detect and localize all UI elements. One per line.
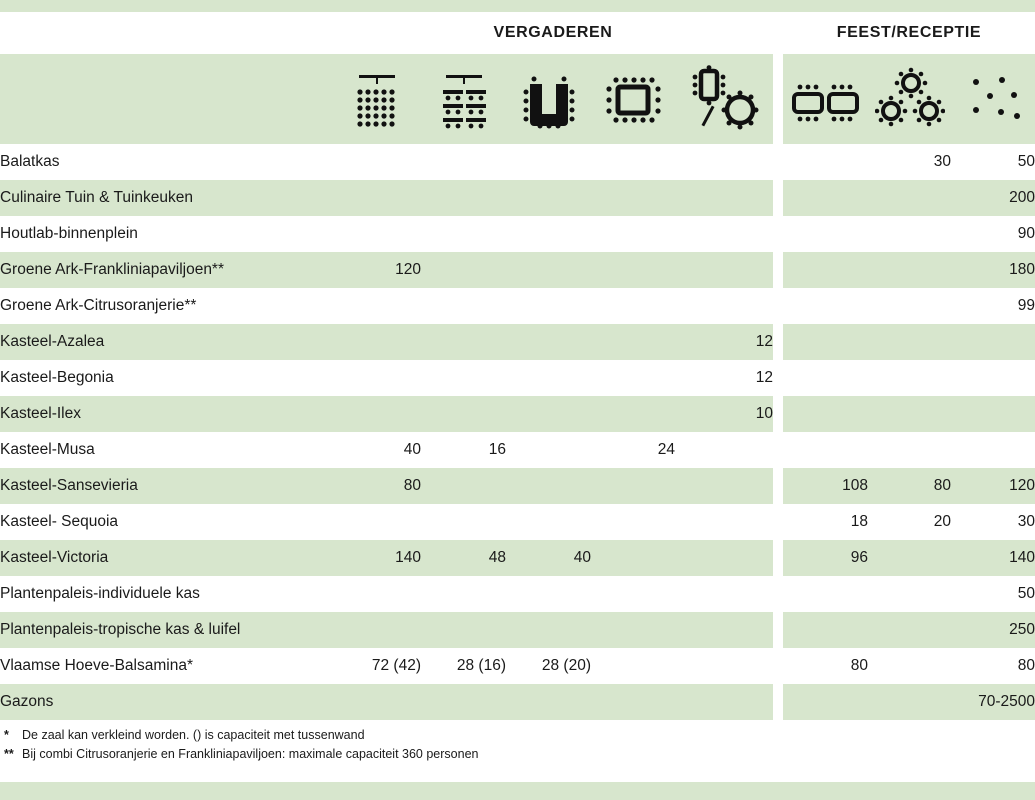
table-row xyxy=(0,612,1035,648)
table-row xyxy=(0,684,1035,720)
capacity-cell-f3: 250 xyxy=(951,612,1035,648)
capacity-cell-f1 xyxy=(783,396,868,432)
capacity-cell-f1 xyxy=(783,252,868,288)
capacity-cell-f3 xyxy=(951,432,1035,468)
room-name-cell: Kasteel-Begonia xyxy=(0,360,333,396)
column-gap-cell xyxy=(773,324,783,360)
capacity-cell-v1 xyxy=(333,504,421,540)
footnote-2 xyxy=(4,745,1035,764)
capacity-cell-f3 xyxy=(951,396,1035,432)
room-name-cell: Kasteel-Azalea xyxy=(0,324,333,360)
column-gap-cell xyxy=(773,180,783,216)
icon-cell-reception xyxy=(951,54,1035,144)
footnote-2-mark: ** xyxy=(4,747,14,762)
capacity-cell-f3: 140 xyxy=(951,540,1035,576)
capacity-cell-f1 xyxy=(783,180,868,216)
room-name-cell: Houtlab-binnenplein xyxy=(0,216,333,252)
capacity-cell-v5: 12 xyxy=(675,360,773,396)
capacity-cell-v5 xyxy=(675,216,773,252)
capacity-cell-f3: 120 xyxy=(951,468,1035,504)
capacity-cell-f2 xyxy=(868,432,951,468)
capacity-cell-v2 xyxy=(421,144,506,180)
capacity-cell-f3 xyxy=(951,360,1035,396)
table-row xyxy=(0,576,1035,612)
group-header-row xyxy=(0,12,1035,54)
capacity-cell-v1: 40 xyxy=(333,432,421,468)
capacity-cell-v3 xyxy=(506,324,591,360)
column-gap-cell xyxy=(773,360,783,396)
capacity-cell-f1: 80 xyxy=(783,648,868,684)
table-row xyxy=(0,288,1035,324)
capacity-cell-v3: 28 (20) xyxy=(506,648,591,684)
capacity-cell-v3 xyxy=(506,432,591,468)
room-name-cell: Kasteel-Sansevieria xyxy=(0,468,333,504)
capacity-cell-v1: 140 xyxy=(333,540,421,576)
capacity-cell-v5 xyxy=(675,180,773,216)
capacity-cell-v2 xyxy=(421,576,506,612)
capacity-cell-v5 xyxy=(675,612,773,648)
capacity-cell-f3: 50 xyxy=(951,144,1035,180)
capacity-cell-f2: 80 xyxy=(868,468,951,504)
room-name-cell: Balatkas xyxy=(0,144,333,180)
capacity-cell-v3 xyxy=(506,360,591,396)
capacity-cell-f2 xyxy=(868,612,951,648)
room-name-cell: Culinaire Tuin & Tuinkeuken xyxy=(0,180,333,216)
column-gap-cell xyxy=(773,504,783,540)
capacity-cell-f2 xyxy=(868,324,951,360)
group-header-gap xyxy=(773,12,783,54)
capacity-cell-v3 xyxy=(506,504,591,540)
capacity-cell-v4 xyxy=(591,144,675,180)
capacity-cell-v4 xyxy=(591,324,675,360)
cabaret-setup-icon xyxy=(675,54,773,144)
room-name-cell: Kasteel-Ilex xyxy=(0,396,333,432)
theater-setup-icon xyxy=(333,54,421,144)
capacity-cell-v2 xyxy=(421,252,506,288)
capacity-cell-v1: 72 (42) xyxy=(333,648,421,684)
banquet-round-tables-icon xyxy=(868,54,951,144)
capacity-cell-f2 xyxy=(868,216,951,252)
capacity-cell-v1 xyxy=(333,180,421,216)
capacity-cell-v4 xyxy=(591,504,675,540)
capacity-cell-v1 xyxy=(333,324,421,360)
capacity-cell-f3: 70-2500 xyxy=(951,684,1035,720)
capacity-cell-f2: 30 xyxy=(868,144,951,180)
reception-standing-icon xyxy=(951,54,1035,144)
capacity-cell-f2 xyxy=(868,288,951,324)
footnote-1-text: De zaal kan verkleind worden. () is capaciteit met tussenwand xyxy=(22,728,365,742)
capacity-cell-v2: 48 xyxy=(421,540,506,576)
column-gap-cell xyxy=(773,432,783,468)
capacity-cell-f3: 30 xyxy=(951,504,1035,540)
capacity-cell-v2 xyxy=(421,180,506,216)
capacity-cell-v1: 80 xyxy=(333,468,421,504)
icon-cell-banquet-round xyxy=(868,54,951,144)
column-gap-cell xyxy=(773,216,783,252)
icon-header-name-cell xyxy=(0,54,333,144)
capacity-cell-v2 xyxy=(421,468,506,504)
capacity-cell-v4 xyxy=(591,180,675,216)
capacity-cell-v5 xyxy=(675,288,773,324)
capacity-cell-v1 xyxy=(333,684,421,720)
capacity-cell-f2 xyxy=(868,360,951,396)
table-row xyxy=(0,540,1035,576)
capacity-cell-v4 xyxy=(591,684,675,720)
capacity-cell-f3: 90 xyxy=(951,216,1035,252)
capacity-cell-v4: 24 xyxy=(591,432,675,468)
capacity-cell-v1 xyxy=(333,612,421,648)
capacity-cell-v4 xyxy=(591,360,675,396)
capacity-cell-v3 xyxy=(506,576,591,612)
capacity-cell-v3 xyxy=(506,180,591,216)
capacity-cell-v1: 120 xyxy=(333,252,421,288)
column-gap-cell xyxy=(773,252,783,288)
capacity-cell-v1 xyxy=(333,288,421,324)
capacity-cell-v3 xyxy=(506,468,591,504)
capacity-cell-v4 xyxy=(591,648,675,684)
room-name-cell: Groene Ark-Citrusoranjerie** xyxy=(0,288,333,324)
column-gap-cell xyxy=(773,684,783,720)
table-row xyxy=(0,144,1035,180)
footnotes xyxy=(0,720,1035,765)
table-row xyxy=(0,396,1035,432)
table-row xyxy=(0,216,1035,252)
column-gap-cell xyxy=(773,144,783,180)
table-row xyxy=(0,468,1035,504)
capacity-cell-v2 xyxy=(421,216,506,252)
room-name-cell: Plantenpaleis-individuele kas xyxy=(0,576,333,612)
column-gap-cell xyxy=(773,468,783,504)
capacity-cell-f2 xyxy=(868,180,951,216)
u-shape-setup-icon xyxy=(506,54,591,144)
capacity-cell-f1 xyxy=(783,612,868,648)
icon-cell-ushape xyxy=(506,54,591,144)
room-name-cell: Gazons xyxy=(0,684,333,720)
capacity-cell-v4 xyxy=(591,288,675,324)
capacity-cell-f1: 108 xyxy=(783,468,868,504)
table-row xyxy=(0,324,1035,360)
room-name-cell: Kasteel-Musa xyxy=(0,432,333,468)
capacity-cell-v2 xyxy=(421,360,506,396)
icon-cell-theater xyxy=(333,54,421,144)
boardroom-setup-icon xyxy=(591,54,675,144)
capacity-cell-f3: 99 xyxy=(951,288,1035,324)
capacity-cell-v1 xyxy=(333,144,421,180)
capacity-cell-f2 xyxy=(868,396,951,432)
capacity-cell-f2: 20 xyxy=(868,504,951,540)
capacity-cell-v3: 40 xyxy=(506,540,591,576)
room-name-cell: Kasteel- Sequoia xyxy=(0,504,333,540)
capacity-cell-v2 xyxy=(421,612,506,648)
column-gap-cell xyxy=(773,540,783,576)
table-row xyxy=(0,252,1035,288)
table-row xyxy=(0,360,1035,396)
capacity-table xyxy=(0,12,1035,720)
capacity-cell-v3 xyxy=(506,252,591,288)
column-gap-cell xyxy=(773,576,783,612)
capacity-cell-f1 xyxy=(783,288,868,324)
capacity-cell-v1 xyxy=(333,396,421,432)
icon-cell-banquet-long xyxy=(783,54,868,144)
capacity-cell-v5 xyxy=(675,504,773,540)
capacity-cell-f1 xyxy=(783,216,868,252)
column-gap-cell xyxy=(773,612,783,648)
capacity-cell-f1 xyxy=(783,684,868,720)
top-color-band xyxy=(0,0,1035,12)
capacity-cell-v3 xyxy=(506,684,591,720)
footnote-2-text: Bij combi Citrusoranjerie en Frankliniapaviljoen: maximale capaciteit 360 personen xyxy=(22,747,479,762)
capacity-cell-v4 xyxy=(591,468,675,504)
capacity-cell-f2 xyxy=(868,648,951,684)
capacity-cell-v4 xyxy=(591,252,675,288)
capacity-cell-v5 xyxy=(675,468,773,504)
capacity-cell-f1 xyxy=(783,324,868,360)
capacity-cell-v1 xyxy=(333,576,421,612)
room-name-cell: Vlaamse Hoeve-Balsamina* xyxy=(0,648,333,684)
footnote-1-mark: * xyxy=(4,728,9,742)
capacity-cell-v1 xyxy=(333,216,421,252)
capacity-cell-v3 xyxy=(506,216,591,252)
capacity-cell-f1: 96 xyxy=(783,540,868,576)
capacity-cell-f1 xyxy=(783,360,868,396)
capacity-cell-v4 xyxy=(591,216,675,252)
capacity-cell-v1 xyxy=(333,360,421,396)
capacity-cell-v2: 28 (16) xyxy=(421,648,506,684)
capacity-cell-v3 xyxy=(506,396,591,432)
capacity-cell-f2 xyxy=(868,252,951,288)
capacity-cell-v5 xyxy=(675,576,773,612)
capacity-cell-v2 xyxy=(421,288,506,324)
capacity-cell-v4 xyxy=(591,396,675,432)
capacity-cell-f3: 180 xyxy=(951,252,1035,288)
capacity-cell-v5 xyxy=(675,648,773,684)
icon-cell-classroom xyxy=(421,54,506,144)
group-header-vergaderen: VERGADEREN xyxy=(333,12,773,54)
capacity-cell-f3: 50 xyxy=(951,576,1035,612)
table-row xyxy=(0,648,1035,684)
capacity-cell-v2 xyxy=(421,324,506,360)
icon-cell-boardroom xyxy=(591,54,675,144)
capacity-cell-v5 xyxy=(675,540,773,576)
table-row xyxy=(0,432,1035,468)
capacity-cell-f2 xyxy=(868,684,951,720)
column-gap-cell xyxy=(773,288,783,324)
capacity-cell-v2 xyxy=(421,396,506,432)
footnote-1 xyxy=(4,726,1035,745)
table-row xyxy=(0,180,1035,216)
capacity-cell-v3 xyxy=(506,288,591,324)
capacity-cell-f1 xyxy=(783,432,868,468)
capacity-cell-v4 xyxy=(591,612,675,648)
capacity-cell-f1 xyxy=(783,144,868,180)
banquet-long-tables-icon xyxy=(783,54,868,144)
capacity-cell-f2 xyxy=(868,576,951,612)
capacity-cell-v5: 10 xyxy=(675,396,773,432)
icon-header-gap xyxy=(773,54,783,144)
capacity-cell-v2: 16 xyxy=(421,432,506,468)
capacity-cell-v2 xyxy=(421,504,506,540)
capacity-cell-v3 xyxy=(506,612,591,648)
icon-header-row xyxy=(0,54,1035,144)
capacity-cell-v5 xyxy=(675,144,773,180)
group-header-feest: FEEST/RECEPTIE xyxy=(783,12,1035,54)
classroom-setup-icon xyxy=(421,54,506,144)
capacity-cell-f3: 200 xyxy=(951,180,1035,216)
bottom-color-band xyxy=(0,782,1035,800)
capacity-cell-f3 xyxy=(951,324,1035,360)
capacity-cell-v4 xyxy=(591,540,675,576)
column-gap-cell xyxy=(773,648,783,684)
capacity-cell-f1 xyxy=(783,576,868,612)
capacity-cell-v4 xyxy=(591,576,675,612)
capacity-cell-v5 xyxy=(675,684,773,720)
column-gap-cell xyxy=(773,396,783,432)
room-name-cell: Plantenpaleis-tropische kas & luifel xyxy=(0,612,333,648)
capacity-cell-v5: 12 xyxy=(675,324,773,360)
table-row xyxy=(0,504,1035,540)
icon-cell-cabaret xyxy=(675,54,773,144)
room-name-cell: Kasteel-Victoria xyxy=(0,540,333,576)
capacity-cell-f2 xyxy=(868,540,951,576)
room-name-cell: Groene Ark-Frankliniapaviljoen** xyxy=(0,252,333,288)
capacity-cell-v2 xyxy=(421,684,506,720)
group-header-spacer xyxy=(0,12,333,54)
capacity-cell-v3 xyxy=(506,144,591,180)
capacity-cell-v5 xyxy=(675,432,773,468)
capacity-cell-f3: 80 xyxy=(951,648,1035,684)
capacity-cell-f1: 18 xyxy=(783,504,868,540)
capacity-cell-v5 xyxy=(675,252,773,288)
